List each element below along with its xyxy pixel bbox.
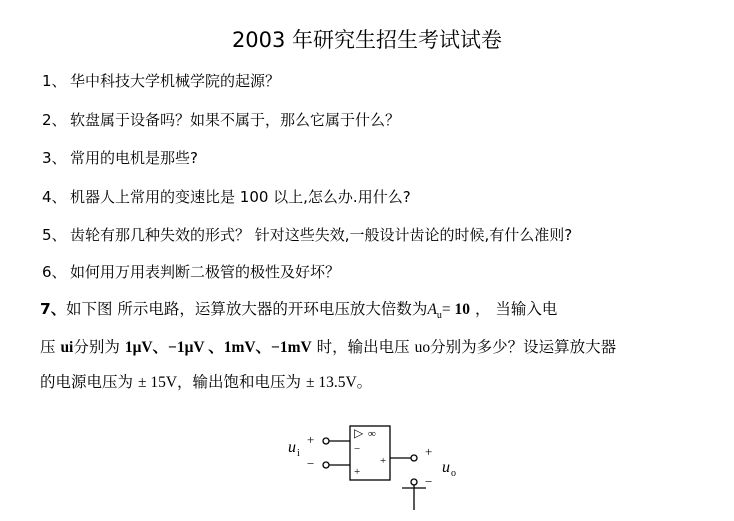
question-text: ，输出饱和电压为 [177,373,306,391]
question-5 [42,225,572,245]
gain-symbol: A [427,301,437,318]
question-text: 分别为 [73,338,125,356]
question-number: 4、 [42,188,67,206]
question-2 [42,110,400,130]
question-text: 软盘属于设备吗？如果不属于，那么它属于什么？ [70,111,401,129]
question-1 [42,71,280,91]
input-terminal-top [323,438,329,444]
gain-equals: = [441,301,455,318]
input-label: u [288,439,296,456]
output-voltage-symbol: uo [414,339,431,356]
page-title: 2003 年研究生招生考试试卷 [231,28,503,52]
amplifier-triangle-symbol: ▷ [354,426,364,440]
question-number: 2、 [42,111,67,129]
input-terminal-bottom [323,462,329,468]
question-3 [42,148,198,168]
question-7-line-1 [40,299,557,326]
output-label-subscript: o [451,468,456,479]
question-7-line-2 [40,337,616,358]
question-text: 的电源电压为 [40,373,138,391]
question-4 [42,187,411,207]
saturation-voltage: ± 13.5V [305,374,357,391]
question-text: 时，输出电压 [311,338,415,356]
input-minus-sign: − [307,456,315,471]
ground-terminal [411,479,417,485]
inverting-input-sign: − [354,443,361,455]
question-text: 齿轮有那几种失效的形式？ 针对这些失效,一般设计齿论的时候,有什么准则? [70,226,573,244]
question-text: 如何用万用表判断二极管的极性及好坏？ [70,263,341,281]
question-7-line-3 [40,372,372,393]
input-label-subscript: i [297,448,300,459]
input-values: 1μV、−1μV 、1mV、−1mV [124,339,312,356]
question-number: 6、 [42,263,67,281]
output-terminal [411,455,417,461]
question-6 [42,262,340,282]
question-text: ， 当输入电 [470,300,558,318]
output-label: u [442,459,450,476]
question-number: 7、 [40,300,67,318]
question-text: 华中科技大学机械学院的起源？ [70,72,281,90]
question-number: 3、 [42,149,67,167]
gain-value: 10 [454,301,471,318]
output-minus-terminal-sign: − [425,474,433,489]
infinity-symbol: ∞ [368,428,376,440]
question-text: 压 [40,338,61,356]
output-plus-sign: + [380,455,387,467]
input-plus-sign: + [307,432,315,447]
question-text: 。 [356,373,373,391]
question-number: 1、 [42,72,67,90]
question-text: 机器人上常用的变速比是 100 以上,怎么办.用什么? [70,188,411,206]
gain-subscript: u [436,310,442,322]
question-text: 常用的电机是那些? [70,149,198,167]
supply-voltage: ± 15V [137,374,178,391]
input-voltage-symbol: ui [60,339,74,356]
question-text: 分别为多少？设运算放大器 [430,338,617,356]
question-number: 5、 [42,226,67,244]
question-text: 如下图 所示电路，运算放大器的开环电压放大倍数为 [66,300,428,318]
noninverting-input-sign: + [354,466,361,478]
op-amp-circuit-diagram [282,418,472,518]
output-plus-terminal-sign: + [425,444,433,459]
